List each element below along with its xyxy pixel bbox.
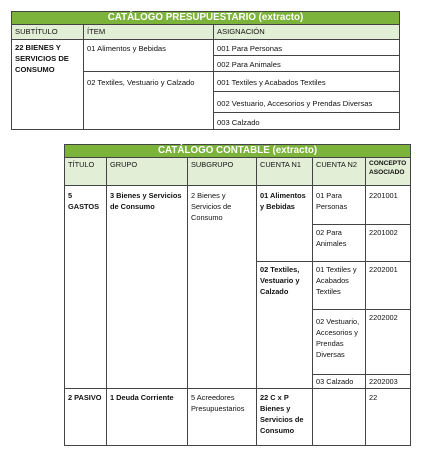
concept-cell: 2201002: [366, 225, 411, 262]
concept-cell: 2202001: [366, 262, 411, 310]
item-cell: 01 Alimentos y Bebidas: [84, 40, 214, 72]
n2-cell: 02 Vestuario, Accesorios y Prendas Diversas: [313, 310, 366, 375]
header-account-n1: CUENTA N1: [257, 158, 313, 186]
group-cell-gastos: 3 Bienes y Servicios de Consumo: [107, 186, 188, 389]
subtitle-cell: 22 BIENES Y SERVICIOS DE CONSUMO: [12, 40, 84, 130]
n1-cell: 01 Alimentos y Bebidas: [257, 186, 313, 262]
n1-cell-pasivo: 22 C x P Bienes y Servicios de Consumo: [257, 389, 313, 446]
n2-cell: 01 Para Personas: [313, 186, 366, 225]
group-cell-pasivo: 1 Deuda Corriente: [107, 389, 188, 446]
header-concept: CONCEPTO ASOCIADO: [366, 158, 411, 186]
assignment-cell: 003 Calzado: [214, 113, 400, 130]
n2-cell: 02 Para Animales: [313, 225, 366, 262]
n2-cell: 03 Calzado: [313, 375, 366, 389]
header-subtitle: SUBTÍTULO: [12, 25, 84, 40]
n2-cell: 01 Textiles y Acabados Textiles: [313, 262, 366, 310]
concept-cell: 2202002: [366, 310, 411, 375]
header-title: TÍTULO: [65, 158, 107, 186]
title-cell-pasivo: 2 PASIVO: [65, 389, 107, 446]
subgroup-cell-pasivo: 5 Acreedores Presupuestarios: [188, 389, 257, 446]
budget-catalog-title: CATÁLOGO PRESUPUESTARIO (extracto): [12, 12, 400, 25]
accounting-catalog-title: CATÁLOGO CONTABLE (extracto): [65, 145, 411, 158]
title-cell-gastos: 5 GASTOS: [65, 186, 107, 389]
n2-cell-pasivo: [313, 389, 366, 446]
n1-cell: 02 Textiles, Vestuario y Calzado: [257, 262, 313, 389]
assignment-cell: 002 Para Animales: [214, 56, 400, 72]
assignment-cell: 001 Textiles y Acabados Textiles: [214, 72, 400, 92]
header-item: ÍTEM: [84, 25, 214, 40]
header-group: GRUPO: [107, 158, 188, 186]
budget-catalog-table: [11, 11, 400, 130]
assignment-cell: 002 Vestuario, Accesorios y Prendas Diversas: [214, 92, 400, 113]
accounting-catalog-table: [64, 144, 411, 446]
assignment-cell: 001 Para Personas: [214, 40, 400, 56]
concept-cell: 2201001: [366, 186, 411, 225]
concept-cell-pasivo: 22: [366, 389, 411, 446]
header-account-n2: CUENTA N2: [313, 158, 366, 186]
header-assignment: ASIGNACIÓN: [214, 25, 400, 40]
subgroup-cell-gastos: 2 Bienes y Servicios de Consumo: [188, 186, 257, 389]
concept-cell: 2202003: [366, 375, 411, 389]
item-cell: 02 Textiles, Vestuario y Calzado: [84, 72, 214, 130]
header-subgroup: SUBGRUPO: [188, 158, 257, 186]
